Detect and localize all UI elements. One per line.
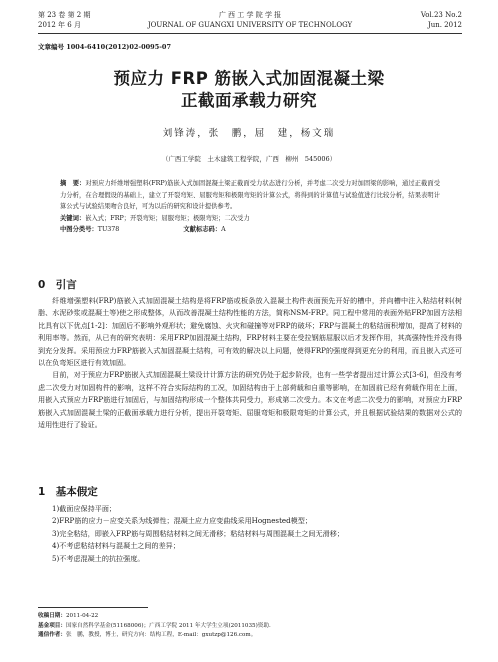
introduction-body: [38, 295, 462, 431]
volume-line-en: Vol.23 No.2: [420, 11, 462, 19]
volume-issue-en: [421, 10, 462, 30]
author-list: 刘锋涛，张 鹏，屈 建，杨文瑞: [162, 128, 336, 139]
list-item: 4)不考虑粘结材料与混凝土之间的差异；: [52, 541, 180, 551]
article-number: [38, 42, 171, 51]
article-number-value: 1004-6410(2012)02-0095-07: [66, 43, 171, 51]
received-date: [38, 612, 462, 622]
author-value: 张 鹏，教授，博士，研究方向：结构工程，E-mail：gxutzp@126.com。: [65, 632, 257, 638]
journal-name: [38, 10, 462, 30]
paragraph: 目前，对于预应力FRP筋嵌入式加固混凝土梁设计计算方法的研究仍处于起步阶段，也有一些学者提出过计算公式[3-6]，但没有考虑二次受力对加固构件的影响，这样不符合实际结构的工况，加固结构由于上部荷载和自重等影响，在加固前已经有荷载作用在上面，用嵌入式预应力FRP筋进行加固后，与加固结构形成一个整体共同受力，形成第二次受力。本文在考虑二次受力的影响，对预应力FRP筋嵌入式加固混凝土梁的正截面承载力进行分析，提出开裂弯矩、屈服弯矩和极限弯矩的计算公式，并且根据试验结果的数据对公式的适用性进行了验证。: [38, 370, 462, 430]
section-heading-assumptions: 1 基本假定: [38, 486, 98, 498]
assumption-list: [52, 503, 462, 565]
keywords: [60, 213, 440, 225]
list-item: 3)完全粘结，即嵌入FRP筋与周围粘结材料之间无滑移；粘结材料与周围混凝土之间无滑移；: [52, 528, 344, 538]
fund-label: 基金项目：: [38, 622, 66, 629]
footnote-divider: [38, 607, 148, 608]
list-item: 1)截面应保持平面；: [52, 504, 117, 513]
volume-line: 第 23 卷 第 2 期: [38, 11, 91, 19]
running-header: [38, 10, 462, 32]
abstract: [60, 178, 440, 213]
list-item: 5)不考虑混凝土的抗拉强度。: [52, 553, 145, 563]
section-heading-introduction: 0 引言: [38, 279, 77, 291]
keywords-text: 嵌入式；FRP；开裂弯矩；屈服弯矩；极限弯矩；二次受力: [85, 214, 250, 222]
journal-name-en: JOURNAL OF GUANGXI UNIVERSITY OF TECHNOLOGY: [147, 21, 353, 29]
fund-value: 国家自然科学基金(51168006)；广西工学院 2011 年大学生立项(2011035)资助.: [65, 622, 271, 629]
date-line-en: Jun. 2012: [427, 21, 462, 29]
abstract-block: [60, 178, 440, 236]
paper-title: [0, 68, 498, 112]
footnote: [38, 612, 462, 641]
abstract-text: 对预应力纤维增强塑料(FRP)筋嵌入式加固混凝土梁正截面受力状态进行分析，并考虑二次受力对加固梁的影响，通过正截面受力分析，在合理假设的基础上，建立了开裂弯矩、屈服弯矩和极限弯矩的计算公式，将得到的计算值与试验值进行比较分析，结果表明计算公式与试验结果吻合良好，可为以后的研究和设计提供参考。: [60, 180, 441, 210]
clc-value: TU378: [97, 226, 120, 233]
received-label: 收稿日期：: [38, 613, 66, 619]
classification: [60, 224, 440, 236]
author-label: 通信作者：: [38, 632, 66, 638]
received-value: 2011-04-22: [65, 613, 99, 619]
affiliation: （广西工学院 土木建筑工程学院，广西 柳州 545006）: [161, 155, 337, 163]
clc-label: 中图分类号：: [60, 226, 98, 233]
article-number-label: 文章编号: [38, 43, 64, 51]
keywords-label: 关键词：: [60, 214, 86, 222]
doc-code-value: A: [221, 226, 226, 233]
journal-name-cn: 广 西 工 学 院 学 报: [218, 11, 282, 19]
fund-info: [38, 622, 462, 632]
header-divider: [38, 33, 462, 34]
title-line-2: 正截面承载力研究: [181, 91, 317, 110]
list-item: 2)FRP筋的应力－应变关系为线弹性；混凝土应力应变曲线采用Hognested模型；: [52, 516, 312, 526]
doc-code-label: 文献标志码：: [183, 226, 222, 233]
corresponding-author: [38, 631, 462, 641]
abstract-label: 摘 要：: [60, 180, 86, 187]
title-line-1: 预应力 FRP 筋嵌入式加固混凝土梁: [113, 69, 385, 88]
date-line: 2012 年 6 月: [38, 21, 81, 29]
paragraph: 纤维增强塑料(FRP)筋嵌入式加固混凝土结构是将FRP筋或板条放入混凝土构件表面预先开好的槽中，并向槽中注入粘结材料(树脂、水泥砂浆或混凝土等)使之形成整体，从而改善混凝土结构性能的方法，简称NSM-FRP。同工程中常用的表面外贴FRP加固方法相比具有以下优点[1-2]：加固后不影响外观形状；避免腐蚀、火灾和碰撞等对FRP的破坏；FRP与混凝土的粘结面积增加，提高了材料的利用率等。然而，从已有的研究表明：采用FRP加固混凝土结构，FRP材料主要在受拉钢筋屈服以后才发挥作用，其高强特性并没有得到充分发挥。采用预应力FRP筋嵌入式加固混凝土结构，可有效的解决以上问题，使得FRP的强度得到更充分的利用，而且嵌入式还可以在负弯矩区进行有效加固。: [38, 296, 462, 368]
